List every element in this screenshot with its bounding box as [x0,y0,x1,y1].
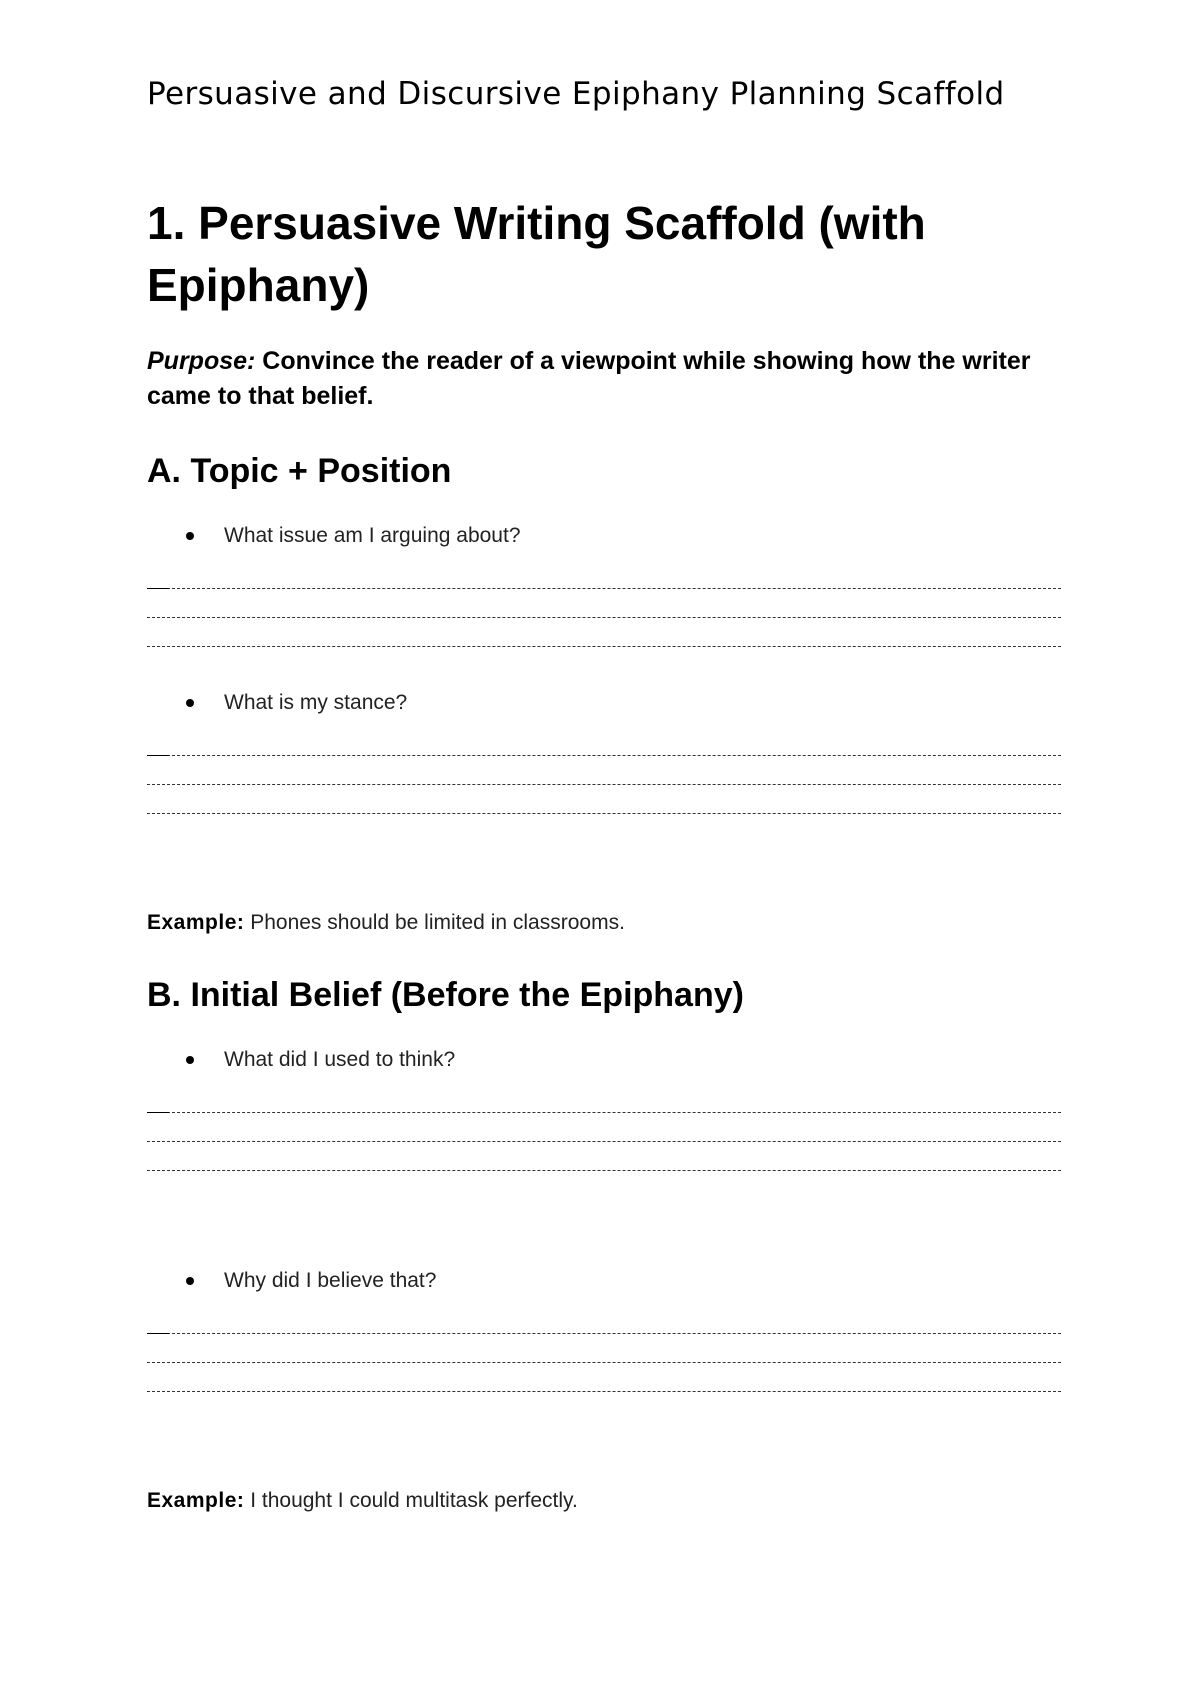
purpose-text: Convince the reader of a viewpoint while showing how the writer came to that belief. [147,347,1031,410]
example-text: Phones should be limited in classrooms. [244,911,625,934]
prompt-item [186,524,521,548]
example-label: Example: [147,1489,245,1512]
answer-line[interactable] [147,813,1061,814]
prompt-text: Why did I believe that? [224,1269,437,1292]
purpose-label: Purpose: [147,347,256,375]
answer-line[interactable] [147,1333,1061,1334]
prompt-text: What did I used to think? [224,1048,456,1071]
prompt-item [186,1269,436,1293]
prompt-text: What is my stance? [224,691,408,714]
answer-line[interactable] [147,755,1061,756]
answer-line[interactable] [147,1141,1061,1142]
bullet-icon [186,1277,194,1285]
purpose-statement [147,344,1047,414]
answer-line[interactable] [147,1112,1061,1113]
prompt-item [186,1048,455,1072]
answer-line[interactable] [147,1362,1061,1363]
subheading-topic-position: A. Topic + Position [147,452,452,490]
answer-line[interactable] [147,784,1061,785]
prompt-item [186,691,407,715]
example-text: I thought I could multitask perfectly. [244,1489,578,1512]
answer-line[interactable] [147,588,1061,589]
answer-line[interactable] [147,1391,1061,1392]
example-line [147,911,625,935]
answer-lines[interactable] [147,1112,1061,1182]
answer-line[interactable] [147,646,1061,647]
bullet-icon [186,699,194,707]
subheading-initial-belief: B. Initial Belief (Before the Epiphany) [147,976,744,1014]
section-heading: 1. Persuasive Writing Scaffold (with Epiphany) [147,197,926,311]
document-title: Persuasive and Discursive Epiphany Planning Scaffold [147,76,1005,112]
answer-lines[interactable] [147,1333,1061,1403]
bullet-icon [186,532,194,540]
answer-lines[interactable] [147,588,1061,658]
answer-line[interactable] [147,617,1061,618]
example-line [147,1489,578,1513]
example-label: Example: [147,911,245,934]
prompt-text: What issue am I arguing about? [224,524,521,547]
bullet-icon [186,1056,194,1064]
answer-lines[interactable] [147,755,1061,825]
answer-line[interactable] [147,1170,1061,1171]
